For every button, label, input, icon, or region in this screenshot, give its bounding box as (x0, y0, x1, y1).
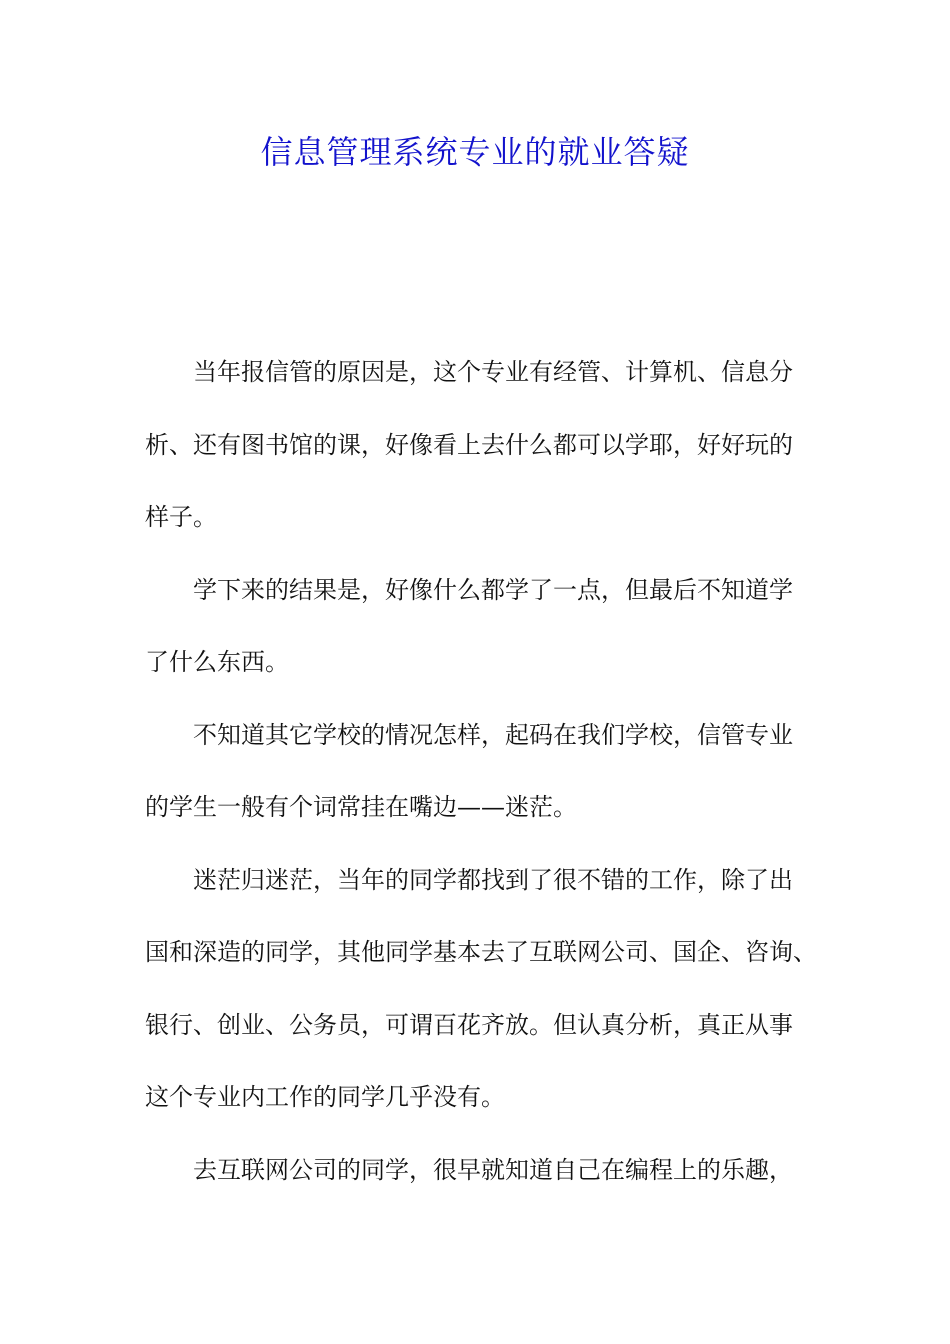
text-line: 不知道其它学校的情况怎样，起码在我们学校，信管专业 (193, 720, 793, 749)
document-title: 信息管理系统专业的就业答疑 (260, 133, 690, 171)
text-line: 这个专业内工作的同学几乎没有。 (145, 1083, 505, 1111)
text-line: 迷茫归迷茫，当年的同学都找到了很不错的工作，除了出 (193, 865, 793, 894)
paragraph (145, 699, 815, 844)
document-body (145, 336, 815, 1206)
text-line: 样子。 (145, 503, 217, 531)
text-line: 国和深造的同学，其他同学基本去了互联网公司、国企、咨询、 (145, 938, 817, 966)
paragraph (145, 1134, 815, 1207)
text-line: 银行、创业、公务员，可谓百花齐放。但认真分析，真正从事 (145, 1010, 793, 1039)
text-line: 的学生一般有个词常挂在嘴边——迷茫。 (145, 793, 577, 821)
paragraph (145, 554, 815, 699)
text-line: 了什么东西。 (145, 648, 289, 676)
text-line: 当年报信管的原因是，这个专业有经管、计算机、信息分 (193, 358, 793, 386)
text-line: 去互联网公司的同学，很早就知道自己在编程上的乐趣， (193, 1155, 793, 1184)
text-line: 学下来的结果是，好像什么都学了一点，但最后不知道学 (193, 575, 793, 604)
paragraph (145, 844, 815, 1134)
text-line: 析、还有图书馆的课，好像看上去什么都可以学耶，好好玩的 (145, 430, 793, 459)
paragraph (145, 336, 815, 554)
